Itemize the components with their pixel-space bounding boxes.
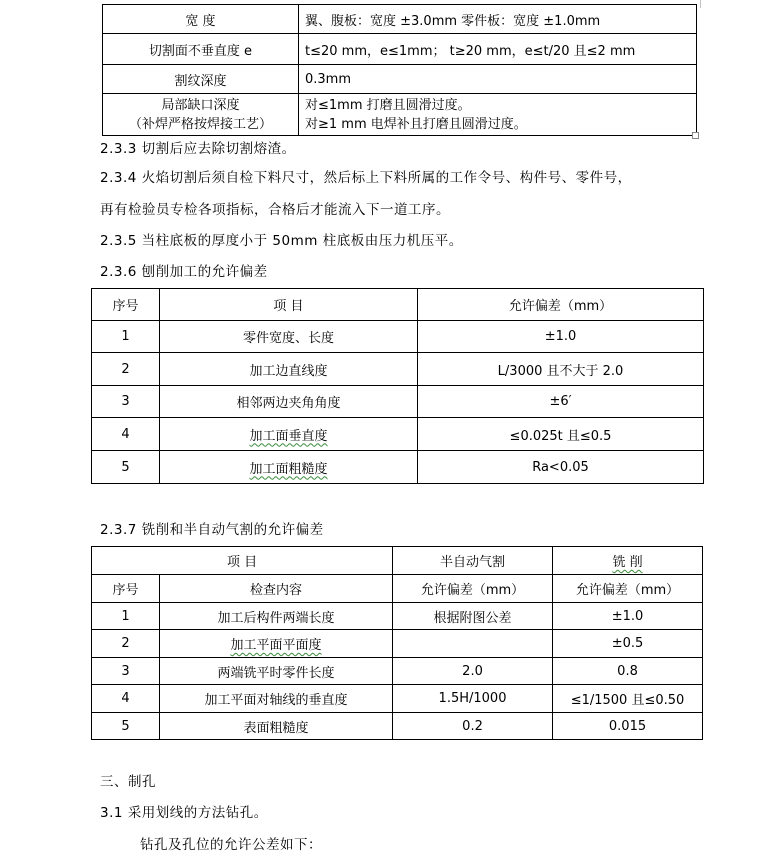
table-row xyxy=(92,630,703,658)
table-cell xyxy=(103,94,299,136)
table-cell: 加工面垂直度 xyxy=(160,418,418,451)
table-row xyxy=(92,321,704,353)
table-cell xyxy=(299,94,697,136)
table-cell: 割纹深度 xyxy=(103,65,299,94)
table-cell: 翼、腹板：宽度 ±3.0mm 零件板：宽度 ±1.0mm xyxy=(299,5,697,34)
table-cell: Ra<0.05 xyxy=(418,451,704,484)
table-row xyxy=(103,34,697,65)
cell-line: （补焊严格按焊接工艺） xyxy=(128,116,272,132)
table-cell: 根据附图公差 xyxy=(393,603,553,630)
table-cell: 切割面不垂直度 e xyxy=(103,34,299,65)
table-cell: 2 xyxy=(92,630,160,658)
header-cell: 允许偏差（mm） xyxy=(553,575,703,603)
table-cell: 加工平面对轴线的垂直度 xyxy=(160,685,393,713)
cell-line: 对≥1 mm 电焊补且打磨且圆滑过度。 xyxy=(305,116,527,132)
paragraph-2-3-3: 2.3.3 切割后应去除切割熔渣。 xyxy=(100,141,296,157)
table-cell: 宽 度 xyxy=(103,5,299,34)
paragraph-2-3-4-line1: 2.3.4 火焰切割后须自检下料尺寸，然后标上下料所属的工作令号、构件号、零件号， xyxy=(100,170,632,186)
table-resize-handle[interactable] xyxy=(692,132,699,139)
header-cell: 序号 xyxy=(92,575,160,603)
header-cell: 允许偏差（mm） xyxy=(418,289,704,321)
table-header-row xyxy=(92,547,703,575)
header-cell: 检查内容 xyxy=(160,575,393,603)
table-cell: 2 xyxy=(92,353,160,386)
table-cell: 加工边直线度 xyxy=(160,353,418,386)
table-cell: t≤20 mm，e≤1mm； t≥20 mm，e≤t/20 且≤2 mm xyxy=(299,34,697,65)
table-row xyxy=(103,5,697,34)
table-cell: 加工后构件两端长度 xyxy=(160,603,393,630)
table-cell xyxy=(393,630,553,658)
table-cell: 0.3mm xyxy=(299,65,697,94)
table-cell: 2.0 xyxy=(393,658,553,685)
table-row xyxy=(92,451,704,484)
table-cell: 5 xyxy=(92,713,160,740)
table-cell: 4 xyxy=(92,685,160,713)
table-cell: 零件宽度、长度 xyxy=(160,321,418,353)
table-cell: 相邻两边夹角角度 xyxy=(160,386,418,418)
cell-line: 对≤1mm 打磨且圆滑过度。 xyxy=(305,97,471,113)
table-cell: 3 xyxy=(92,386,160,418)
table-row xyxy=(92,658,703,685)
table-row xyxy=(92,353,704,386)
table-cell: 3 xyxy=(92,658,160,685)
table-header-row xyxy=(92,289,704,321)
table-cell: 加工面粗糙度 xyxy=(160,451,418,484)
table-cell: ±0.5 xyxy=(553,630,703,658)
table-row xyxy=(92,418,704,451)
header-cell: 铣 削 xyxy=(553,547,703,575)
cutting-tolerance-table xyxy=(102,4,697,136)
table-row xyxy=(103,94,697,136)
table-row xyxy=(92,386,704,418)
table-row xyxy=(92,713,703,740)
table-cell: 两端铣平时零件长度 xyxy=(160,658,393,685)
table-cell: 0.015 xyxy=(553,713,703,740)
table-cell: 0.8 xyxy=(553,658,703,685)
paragraph-2-3-6: 2.3.6 刨削加工的允许偏差 xyxy=(100,264,268,280)
table-cell: 5 xyxy=(92,451,160,484)
paragraph-3-1-detail: 钻孔及孔位的允许公差如下： xyxy=(140,837,322,853)
paragraph-3-1: 3.1 采用划线的方法钻孔。 xyxy=(100,805,268,821)
table-cell: 1.5H/1000 xyxy=(393,685,553,713)
page-corner-mark xyxy=(700,0,708,8)
cell-line: 局部缺口深度 xyxy=(161,97,240,113)
table-header-row xyxy=(92,575,703,603)
milling-cutting-tolerance-table xyxy=(91,546,703,740)
page-corner-mark xyxy=(70,0,78,8)
paragraph-2-3-5: 2.3.5 当柱底板的厚度小于 50mm 柱底板由压力机压平。 xyxy=(100,233,463,249)
table-cell: 1 xyxy=(92,321,160,353)
table-cell: ±1.0 xyxy=(553,603,703,630)
planing-tolerance-table xyxy=(91,288,704,484)
table-cell: ±6′ xyxy=(418,386,704,418)
paragraph-2-3-4-line2: 再有检验员专检各项指标，合格后才能流入下一道工序。 xyxy=(100,202,450,218)
header-cell: 允许偏差（mm） xyxy=(393,575,553,603)
header-cell: 序号 xyxy=(92,289,160,321)
table-row xyxy=(103,65,697,94)
header-cell: 项 目 xyxy=(92,547,393,575)
table-cell: ≤0.025t 且≤0.5 xyxy=(418,418,704,451)
table-cell: 1 xyxy=(92,603,160,630)
table-cell: ±1.0 xyxy=(418,321,704,353)
table-cell: 0.2 xyxy=(393,713,553,740)
header-cell: 项 目 xyxy=(160,289,418,321)
paragraph-2-3-7: 2.3.7 铣削和半自动气割的允许偏差 xyxy=(100,522,324,538)
table-cell: 表面粗糙度 xyxy=(160,713,393,740)
table-cell: 4 xyxy=(92,418,160,451)
table-cell: L/3000 且不大于 2.0 xyxy=(418,353,704,386)
table-row xyxy=(92,603,703,630)
table-row xyxy=(92,685,703,713)
table-cell: ≤1/1500 且≤0.50 xyxy=(553,685,703,713)
table-cell: 加工平面平面度 xyxy=(160,630,393,658)
header-cell: 半自动气割 xyxy=(393,547,553,575)
section-heading-3: 三、制孔 xyxy=(100,774,156,790)
